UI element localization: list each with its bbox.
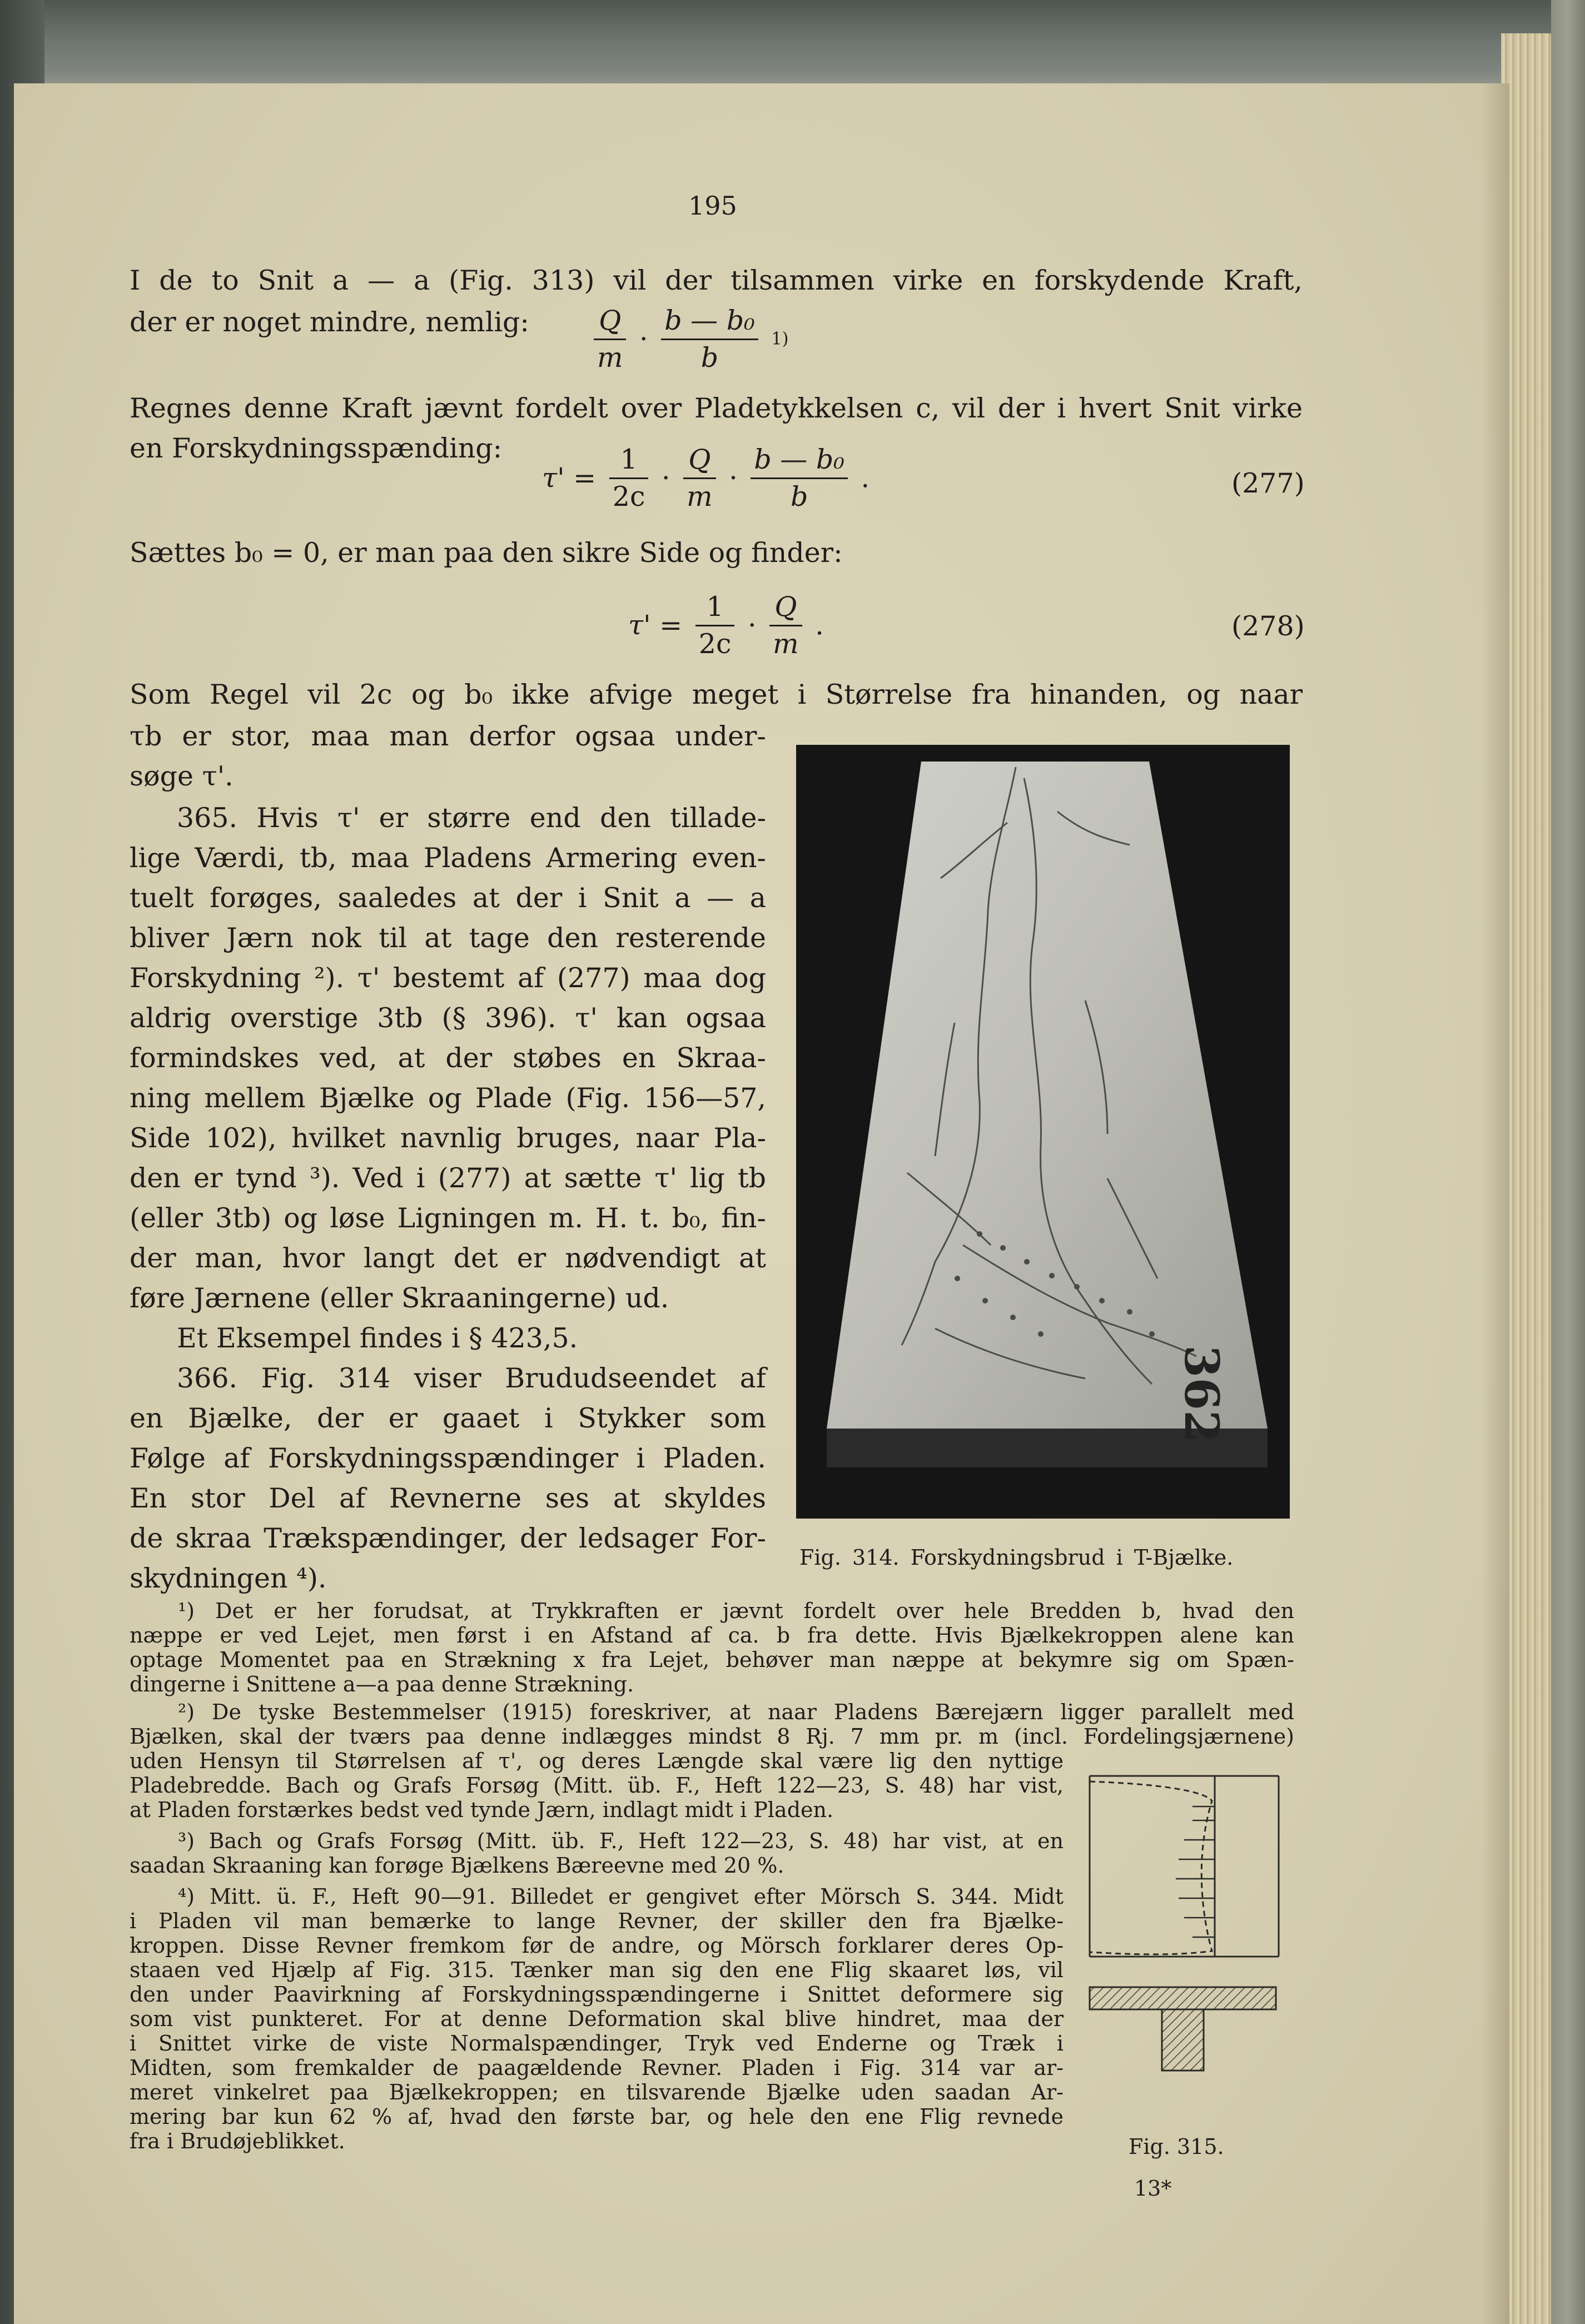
body-line: søge τ'.: [130, 760, 233, 792]
fig-315-diagram: [1087, 1768, 1281, 2140]
footnote-2: ²) De tyske Bestemmelser (1915) foreskriver, at naar Pladens Bærejærn ligger parallelt med: [178, 1700, 1294, 1724]
plan-view: [1090, 1776, 1279, 1957]
body-line: 365. Hvis τ' er større end den tillade-: [177, 802, 766, 834]
body-line: En stor Del af Revnerne ses at skyldes: [130, 1482, 766, 1514]
signature-mark: 13*: [1134, 2176, 1172, 2201]
specimen-number: 362: [1174, 1345, 1229, 1443]
body-line: τb er stor, maa man derfor ogsaa under-: [130, 720, 766, 752]
body-line: Følge af Forskydningsspændinger i Pladen.: [130, 1442, 766, 1474]
body-line: de skraa Trækspændinger, der ledsager For-: [130, 1522, 766, 1554]
body-line: ning mellem Bjælke og Plade (Fig. 156—57,: [130, 1082, 766, 1114]
body-line: der man, hvor langt det er nødvendigt at: [130, 1242, 766, 1274]
body-line: Regnes denne Kraft jævnt fordelt over Pladetykkelsen c, vil der i hvert Snit virke: [130, 392, 1303, 424]
body-line: skydningen ⁴).: [130, 1562, 327, 1594]
body-line: den er tynd ³). Ved i (277) at sætte τ' lig tb: [130, 1162, 766, 1194]
equation-number-278: (278): [1231, 610, 1305, 642]
body-line: bliver Jærn nok til at tage den resterende: [130, 922, 766, 954]
footnote-1: ¹) Det er her forudsat, at Trykkraften er jævnt fordelt over hele Bredden b, hvad den: [178, 1599, 1294, 1623]
fig-314-caption: Fig. 314. Forskydningsbrud i T-Bjælke.: [799, 1545, 1234, 1570]
footnote-3: ³) Bach og Grafs Forsøg (Mitt. üb. F., Heft 122—23, S. 48) har vist, at en: [178, 1829, 1064, 1853]
t-beam-section: [1090, 1987, 1276, 2071]
body-line: lige Værdi, tb, maa Pladens Armering even-: [130, 842, 766, 874]
footnote-4: ⁴) Mitt. ü. F., Heft 90—91. Billedet er gengivet efter Mörsch S. 344. Midt: [178, 1884, 1064, 1909]
body-line: formindskes ved, at der støbes en Skraa-: [130, 1042, 766, 1074]
body-line: en Forskydningsspænding:: [130, 432, 503, 464]
body-line: 366. Fig. 314 viser Brududseendet af: [177, 1362, 766, 1394]
body-line: Som Regel vil 2c og b₀ ikke afvige meget i Størrelse fra hinanden, og naar: [130, 679, 1303, 710]
book-cover-edge: [1551, 0, 1585, 2324]
body-line: Forskydning ²). τ' bestemt af (277) maa dog: [130, 962, 766, 994]
fig-315-caption: Fig. 315.: [1129, 2134, 1224, 2159]
equation-number-277: (277): [1231, 467, 1305, 499]
beam-fracture-image: [796, 745, 1290, 1519]
example-reference: Et Eksempel findes i § 423,5.: [177, 1322, 578, 1354]
body-line: Sættes b₀ = 0, er man paa den sikre Side og finder:: [130, 537, 843, 569]
fig-314-photo: [796, 745, 1290, 1519]
body-line: Side 102), hvilket navnlig bruges, naar Pla-: [130, 1122, 766, 1154]
formula-278: τ' = $\frac{1}{2c}$ · $\frac{Q}{m}$ .: [628, 589, 824, 662]
beam-slab-shape: [827, 762, 1268, 1429]
body-line: tuelt forøges, saaledes at der i Snit a — a: [130, 882, 766, 914]
formula-277: τ' = $\frac{1}{2c}$ · $\frac{Q}{m}$ · $\frac{\text{b — b₀}}{b}$ .: [542, 442, 869, 515]
book-top-edge: [0, 0, 1585, 97]
body-line: føre Jærnene (eller Skraaningerne) ud.: [130, 1282, 669, 1314]
body-line: I de to Snit a — a (Fig. 313) vil der tilsammen virke en forskydende Kraft,: [130, 265, 1303, 296]
formula-force: $\frac{Q}{m}$ · $\frac{\text{b — b₀}}{b}$ 1): [589, 303, 789, 376]
page-number: 195: [688, 191, 737, 221]
body-line: aldrig overstige 3tb (§ 396). τ' kan ogsaa: [130, 1002, 766, 1034]
body-line: der er noget mindre, nemlig:: [130, 306, 529, 338]
body-line: en Bjælke, der er gaaet i Stykker som: [130, 1402, 766, 1434]
body-line: (eller 3tb) og løse Ligningen m. H. t. b₀, fin-: [130, 1202, 766, 1234]
